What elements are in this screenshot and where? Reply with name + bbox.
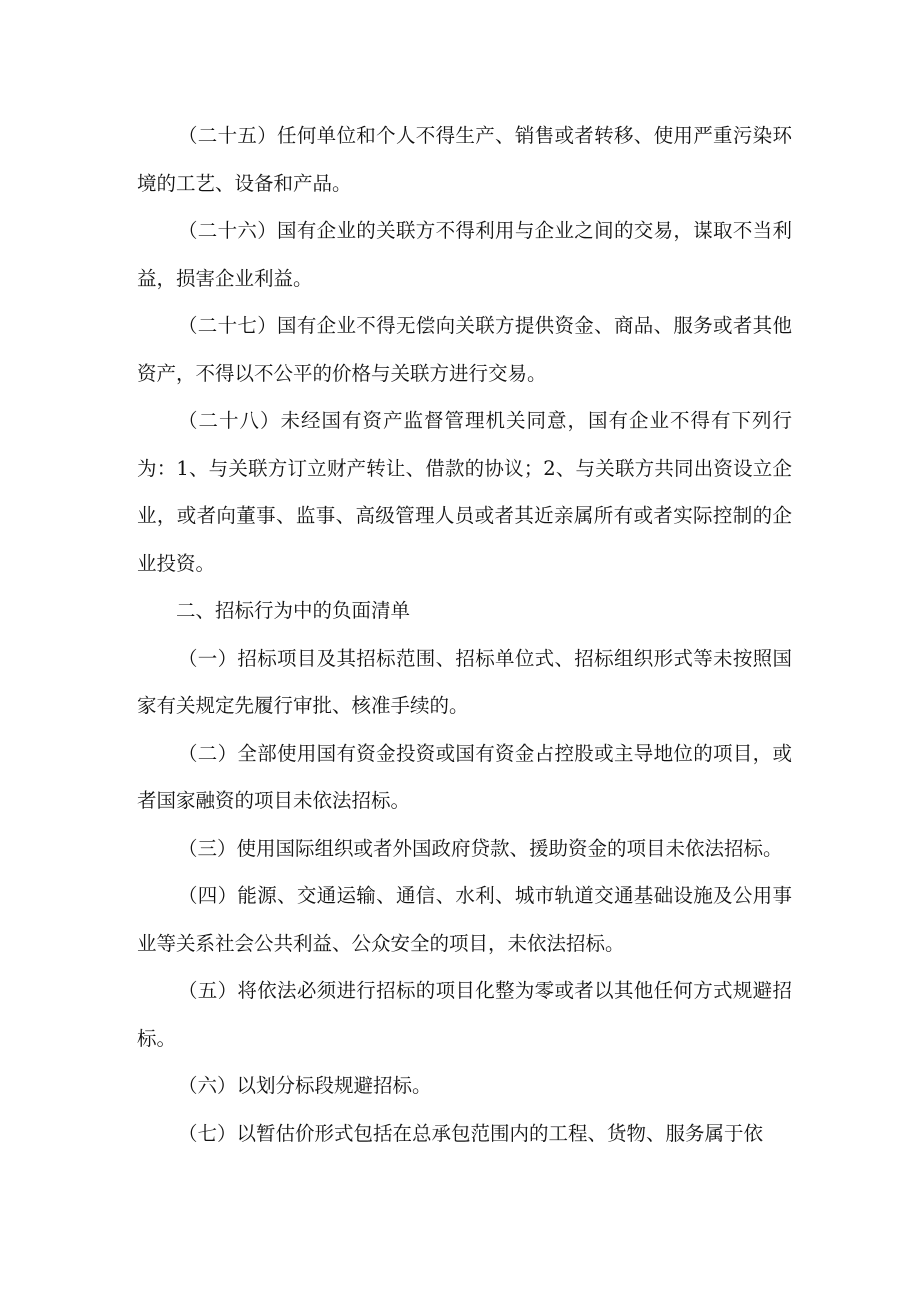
paragraph-item-25: （二十五）任何单位和个人不得生产、销售或者转移、使用严重污染环境的工艺、设备和产品。	[137, 124, 792, 195]
paragraph-bidding-2: （二）全部使用国有资金投资或国有资金占控股或主导地位的项目，或者国家融资的项目未依法招标。	[137, 741, 792, 812]
section-heading-bidding: 二、招标行为中的负面清单	[176, 599, 411, 622]
paragraph-item-28: （二十八）未经国有资产监督管理机关同意，国有企业不得有下列行为：1、与关联方订立财产转让、借款的协议；2、与关联方共同出资设立企业，或者向董事、监事、高级管理人员或者其近亲属所有或者实际控制的企业投资。	[137, 409, 792, 575]
paragraph-bidding-5: （五）将依法必须进行招标的项目化整为零或者以其他任何方式规避招标。	[137, 979, 792, 1050]
paragraph-item-26: （二十六）国有企业的关联方不得利用与企业之间的交易，谋取不当利益，损害企业利益。	[137, 219, 792, 290]
paragraph-bidding-7: （七）以暂估价形式包括在总承包范围内的工程、货物、服务属于依	[177, 1121, 763, 1145]
document-body	[137, 112, 792, 1157]
paragraph-item-27: （二十七）国有企业不得无偿向关联方提供资金、商品、服务或者其他资产，不得以不公平的价格与关联方进行交易。	[137, 314, 792, 385]
paragraph-bidding-4: （四）能源、交通运输、通信、水利、城市轨道交通基础设施及公用事业等关系社会公共利益、公众安全的项目，未依法招标。	[137, 884, 792, 955]
paragraph-bidding-1: （一）招标项目及其招标范围、招标单位式、招标组织形式等未按照国家有关规定先履行审批、核准手续的。	[137, 646, 792, 717]
paragraph-bidding-3: （三）使用国际组织或者外国政府贷款、援助资金的项目未依法招标。	[177, 836, 783, 860]
paragraph-bidding-6: （六）以划分标段规避招标。	[177, 1074, 432, 1097]
